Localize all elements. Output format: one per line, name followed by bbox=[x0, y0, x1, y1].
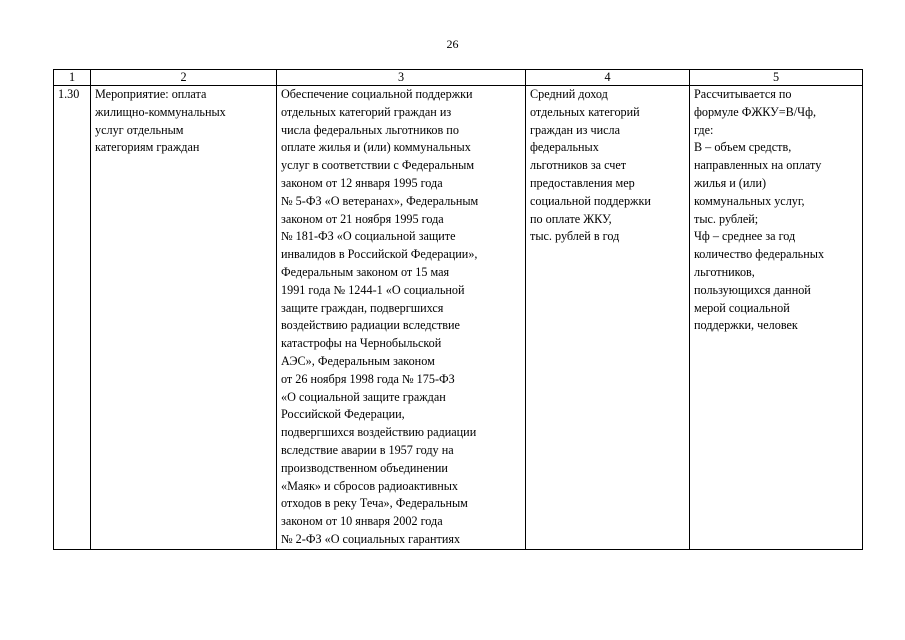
description-line: отдельных категорий граждан из bbox=[281, 104, 452, 119]
column-header: 2 bbox=[91, 70, 277, 86]
description-line: Федеральным законом от 15 мая bbox=[281, 264, 450, 279]
description-line: «Маяк» и сбросов радиоактивных bbox=[281, 478, 459, 493]
description-line: инвалидов в Российской Федерации», bbox=[281, 247, 478, 262]
page-number: 26 bbox=[446, 37, 459, 51]
measure-name-line: категориям граждан bbox=[95, 140, 200, 155]
method-line: Рассчитывается по bbox=[694, 87, 792, 101]
description-line: АЭС», Федеральным законом bbox=[281, 353, 435, 368]
indicator-cell bbox=[526, 86, 690, 550]
indicator-line: Средний доход bbox=[530, 87, 608, 101]
description-line: законом от 10 января 2002 года bbox=[281, 514, 443, 529]
description-line: подвергшихся воздействию радиации bbox=[281, 425, 477, 440]
description-line: от 26 ноября 1998 года № 175-ФЗ bbox=[281, 371, 455, 386]
indicator-line: предоставления мер bbox=[530, 175, 635, 190]
method-line: поддержки, человек bbox=[694, 318, 798, 333]
table-row bbox=[54, 86, 863, 550]
method-line: льготников, bbox=[694, 264, 755, 279]
indicator-line: по оплате ЖКУ, bbox=[530, 211, 612, 226]
method-line: Чф – среднее за год bbox=[694, 229, 796, 244]
measure-name-line: услуг отдельным bbox=[95, 122, 184, 137]
description-line: законом от 21 ноября 1995 года bbox=[281, 211, 444, 226]
method-line: мерой социальной bbox=[694, 300, 790, 315]
description-line: производственном объединении bbox=[281, 460, 448, 475]
method-line: количество федеральных bbox=[694, 247, 825, 262]
column-header: 3 bbox=[277, 70, 526, 86]
indicator-line: федеральных bbox=[530, 140, 599, 155]
method-line: В – объем средств, bbox=[694, 140, 792, 155]
measure-name-line: Мероприятие: оплата bbox=[95, 87, 207, 101]
indicator-line: социальной поддержки bbox=[530, 193, 651, 208]
description-line: № 5-ФЗ «О ветеранах», Федеральным bbox=[281, 193, 479, 208]
description-line: законом от 12 января 1995 года bbox=[281, 175, 443, 190]
description-line: Российской Федерации, bbox=[281, 407, 405, 422]
method-line: формуле ФЖКУ=В/Чф, bbox=[694, 104, 817, 119]
description-line: числа федеральных льготников по bbox=[281, 122, 459, 137]
description-line: услуг в соответствии с Федеральным bbox=[281, 158, 475, 173]
description-line: оплате жилья и (или) коммунальных bbox=[281, 140, 471, 155]
table-header-row bbox=[54, 70, 863, 86]
document-table bbox=[53, 69, 863, 550]
description-line: воздействию радиации вследствие bbox=[281, 318, 460, 333]
description-line: 1991 года № 1244-1 «О социальной bbox=[281, 282, 465, 297]
method-line: жилья и (или) bbox=[694, 175, 767, 190]
description-line: № 181-ФЗ «О социальной защите bbox=[281, 229, 456, 244]
description-line: «О социальной защите граждан bbox=[281, 389, 446, 404]
description-line: Обеспечение социальной поддержки bbox=[281, 87, 473, 101]
description-line: вследствие аварии в 1957 году на bbox=[281, 442, 454, 457]
description-cell bbox=[277, 86, 526, 550]
indicator-line: отдельных категорий bbox=[530, 104, 640, 119]
calculation-method-cell bbox=[690, 86, 863, 550]
column-header: 4 bbox=[526, 70, 690, 86]
method-line: где: bbox=[694, 122, 714, 137]
description-line: защите граждан, подвергшихся bbox=[281, 300, 444, 315]
measure-name-cell bbox=[91, 86, 277, 550]
method-line: коммунальных услуг, bbox=[694, 193, 805, 208]
method-line: тыс. рублей; bbox=[694, 211, 759, 226]
indicator-line: льготников за счет bbox=[530, 158, 627, 173]
method-line: пользующихся данной bbox=[694, 282, 811, 297]
row-number: 1.30 bbox=[58, 87, 80, 101]
column-header: 5 bbox=[690, 70, 863, 86]
method-line: направленных на оплату bbox=[694, 158, 822, 173]
description-line: № 2-ФЗ «О социальных гарантиях bbox=[281, 531, 461, 546]
indicator-line: граждан из числа bbox=[530, 122, 621, 137]
column-header: 1 bbox=[54, 70, 91, 86]
description-line: отходов в реку Теча», Федеральным bbox=[281, 496, 468, 511]
description-line: катастрофы на Чернобыльской bbox=[281, 336, 442, 351]
row-number-cell bbox=[54, 86, 91, 550]
measure-name-line: жилищно-коммунальных bbox=[95, 104, 226, 119]
indicator-line: тыс. рублей в год bbox=[530, 229, 620, 244]
